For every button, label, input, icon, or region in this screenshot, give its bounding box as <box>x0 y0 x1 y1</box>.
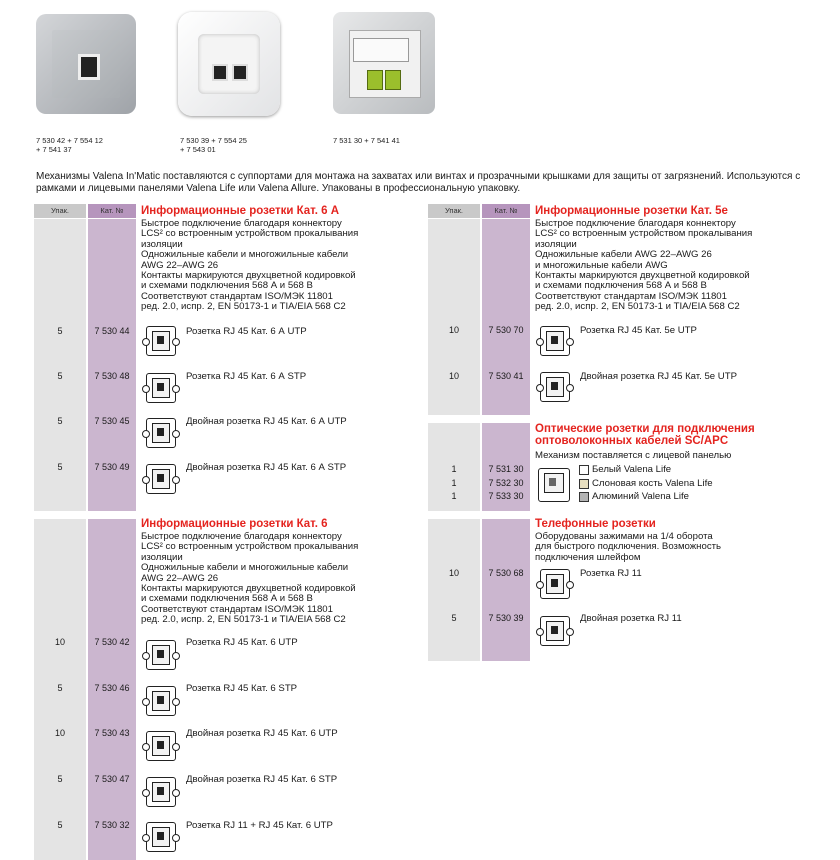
desc-line: LCS² со встроенным устройством прокалывания <box>535 228 753 240</box>
desc-line: AWG 22–AWG 26 <box>141 572 219 584</box>
row-qty: 5 <box>57 820 63 830</box>
row-qty: 5 <box>57 683 63 693</box>
header-qty: Упак. <box>428 204 480 218</box>
desc-line: изоляции <box>141 238 183 250</box>
row-name: Двойная розетка RJ 11 <box>580 613 682 624</box>
desc-line: Контакты маркируются двухцветной кодировкой <box>141 270 356 282</box>
product-photo-optical <box>333 12 435 114</box>
section-title-cat6a: Информационные розетки Кат. 6 А <box>141 205 340 217</box>
cat-column-bg <box>482 219 530 415</box>
ref-line: 7 530 39 + 7 554 25 <box>180 136 247 145</box>
desc-line: Быстрое подключение благодаря коннектору <box>141 218 342 229</box>
double-rj45-socket-icon <box>146 731 176 761</box>
row-qty: 1 <box>451 464 457 474</box>
ref-line: + 7 541 37 <box>36 145 72 154</box>
photo-plate <box>198 34 260 94</box>
header-qty: Упак. <box>34 204 86 218</box>
desc-line: Соответствуют стандартам ISO/МЭК 11801 <box>535 290 727 302</box>
row-qty: 5 <box>57 462 63 472</box>
row-name: Двойная розетка RJ 45 Кат. 5е UTP <box>580 371 737 382</box>
row-cat: 7 530 47 <box>94 774 130 784</box>
intro-text: Механизмы Valena In'Matic поставляются с суппортами для монтажа на захватах или винтах и прозрачными крышками для защиты от загрязнений. Используются с рамками и лицевыми панелями Valena Life или Valena Allure. Упакованы в профессиональную упаковку. <box>36 171 801 194</box>
row-cat: 7 530 39 <box>488 613 524 623</box>
row-qty: 5 <box>57 371 63 381</box>
row-qty: 5 <box>57 774 63 784</box>
row-name: Розетка RJ 45 Кат. 6 STP <box>186 683 298 694</box>
section-title-cat6: Информационные розетки Кат. 6 <box>141 518 328 530</box>
color-swatch-white <box>579 465 589 475</box>
desc-line: Соответствуют стандартам ISO/МЭК 11801 <box>141 290 333 302</box>
title-line: оптоволоконных кабелей SC/APC <box>535 435 729 447</box>
desc-line: и схемами подключения 568 А и 568 В <box>141 593 313 605</box>
desc-line: Соответствуют стандартам ISO/МЭК 11801 <box>141 603 333 615</box>
double-rj45-socket-icon <box>146 418 176 448</box>
row-name: Розетка RJ 11 <box>580 568 642 579</box>
desc-line: ред. 2.0, испр. 2, EN 50173-1 и TIA/EIA 568 C2 <box>141 301 346 313</box>
row-name: Двойная розетка RJ 45 Кат. 6 А UTP <box>186 416 347 427</box>
row-qty: 10 <box>54 637 65 647</box>
row-qty: 10 <box>448 371 459 381</box>
double-rj11-socket-icon <box>540 616 570 646</box>
cat-column-bg <box>482 519 530 661</box>
rj45-jack-icon <box>78 54 100 80</box>
row-name: Белый Valena Life <box>592 464 672 475</box>
ref-line: + 7 543 01 <box>180 145 216 154</box>
ref-line: 7 531 30 + 7 541 41 <box>333 136 400 145</box>
row-cat: 7 530 45 <box>94 416 130 426</box>
product-photo-single-rj45 <box>36 14 136 114</box>
rj45-socket-icon <box>146 373 176 403</box>
row-cat: 7 530 68 <box>488 568 524 578</box>
desc-line: AWG 22–AWG 26 <box>141 259 219 271</box>
double-rj45-socket-icon <box>146 777 176 807</box>
desc-line: ред. 2.0, испр. 2, EN 50173-1 и TIA/EIA 568 C2 <box>141 614 346 626</box>
desc-line: LCS² со встроенным устройством прокалывания <box>141 541 359 553</box>
row-name: Двойная розетка RJ 45 Кат. 6 А STP <box>186 462 347 473</box>
row-qty: 10 <box>448 568 459 578</box>
row-qty: 10 <box>54 728 65 738</box>
row-cat: 7 530 48 <box>94 371 130 381</box>
optical-socket-icon <box>538 468 570 502</box>
photo-ref-3 <box>333 136 400 145</box>
header-cat: Кат. № <box>482 204 530 218</box>
rj45-socket-icon <box>146 326 176 356</box>
row-cat: 7 531 30 <box>488 464 524 474</box>
section-desc-cat6a <box>141 219 358 313</box>
row-name: Розетка RJ 45 Кат. 5е UTP <box>580 325 697 336</box>
desc-line: подключения шлейфом <box>535 551 641 563</box>
desc-line: и схемами подключения 568 А и 568 В <box>141 280 313 292</box>
double-rj45-socket-icon <box>540 372 570 402</box>
row-cat: 7 530 70 <box>488 325 524 335</box>
ref-line: 7 530 42 + 7 554 12 <box>36 136 103 145</box>
row-qty: 5 <box>57 326 63 336</box>
title-line: Оптические розетки для подключения <box>535 423 755 435</box>
header-cat: Кат. № <box>88 204 136 218</box>
section-desc-cat5e <box>535 219 752 313</box>
desc-line: и схемами подключения 568 А и 568 В <box>535 280 707 292</box>
row-cat: 7 530 43 <box>94 728 130 738</box>
rj45-socket-icon <box>146 640 176 670</box>
row-qty: 1 <box>451 491 457 501</box>
row-cat: 7 530 42 <box>94 637 130 647</box>
row-name: Розетка RJ 45 Кат. 6 А STP <box>186 371 307 382</box>
desc-line: Оборудованы зажимами на 1/4 оборота <box>535 531 713 542</box>
desc-line: изоляции <box>141 551 183 563</box>
desc-line: ред. 2.0, испр. 2, EN 50173-1 и TIA/EIA 568 C2 <box>535 301 740 313</box>
row-name: Розетка RJ 11 + RJ 45 Кат. 6 UTP <box>186 820 333 831</box>
qty-column-bg <box>428 219 480 415</box>
section-desc-phone <box>535 532 721 563</box>
row-qty: 5 <box>57 416 63 426</box>
row-cat: 7 530 44 <box>94 326 130 336</box>
photo-ref-1 <box>36 136 103 154</box>
photo-shutter <box>353 38 409 62</box>
sc-connector-icon <box>367 70 383 90</box>
row-cat: 7 532 30 <box>488 478 524 488</box>
rj11-socket-icon <box>540 569 570 599</box>
section-title-cat5e: Информационные розетки Кат. 5е <box>535 205 728 217</box>
double-rj45-socket-icon <box>146 464 176 494</box>
row-cat: 7 530 49 <box>94 462 130 472</box>
rj45-socket-icon <box>540 326 570 356</box>
desc-line: Одножильные кабели и многожильные кабели <box>141 562 349 574</box>
desc-line: изоляции <box>535 238 577 250</box>
row-qty: 5 <box>451 613 457 623</box>
rj11-rj45-socket-icon <box>146 822 176 852</box>
color-swatch-ivory <box>579 479 589 489</box>
desc-line: Быстрое подключение благодаря коннектору <box>535 218 736 229</box>
row-cat: 7 533 30 <box>488 491 524 501</box>
desc-line: Контакты маркируются двухцветной кодировкой <box>141 583 356 595</box>
row-qty: 1 <box>451 478 457 488</box>
rj45-socket-icon <box>146 686 176 716</box>
section-desc-cat6 <box>141 532 358 626</box>
row-cat: 7 530 41 <box>488 371 524 381</box>
row-name: Розетка RJ 45 Кат. 6 UTP <box>186 637 298 648</box>
rj45-jack-icon <box>212 64 228 81</box>
desc-line: Быстрое подключение благодаря коннектору <box>141 531 342 542</box>
desc-line: для быстрого подключения. Возможность <box>535 541 722 553</box>
photo-ref-2 <box>180 136 247 154</box>
row-name: Двойная розетка RJ 45 Кат. 6 STP <box>186 774 338 785</box>
row-name: Слоновая кость Valena Life <box>592 478 713 489</box>
section-title-phone: Телефонные розетки <box>535 518 656 530</box>
row-name: Двойная розетка RJ 45 Кат. 6 UTP <box>186 728 338 739</box>
row-cat: 7 530 32 <box>94 820 130 830</box>
section-desc-optical: Механизм поставляется с лицевой панелью <box>535 450 732 461</box>
desc-line: и многожильные кабели AWG <box>535 259 668 271</box>
row-qty: 10 <box>448 325 459 335</box>
rj45-jack-icon <box>232 64 248 81</box>
product-photo-double-rj45 <box>178 12 280 116</box>
desc-line: Одножильные кабели AWG 22–AWG 26 <box>535 249 712 261</box>
desc-line: Контакты маркируются двухцветной кодировкой <box>535 270 750 282</box>
color-swatch-aluminium <box>579 492 589 502</box>
row-cat: 7 530 46 <box>94 683 130 693</box>
qty-column-bg <box>428 519 480 661</box>
desc-line: Одножильные кабели и многожильные кабели <box>141 249 349 261</box>
desc-line: LCS² со встроенным устройством прокалывания <box>141 228 359 240</box>
sc-connector-icon <box>385 70 401 90</box>
row-name: Розетка RJ 45 Кат. 6 А UTP <box>186 326 307 337</box>
row-name: Алюминий Valena Life <box>592 491 690 502</box>
section-title-optical <box>535 423 755 447</box>
